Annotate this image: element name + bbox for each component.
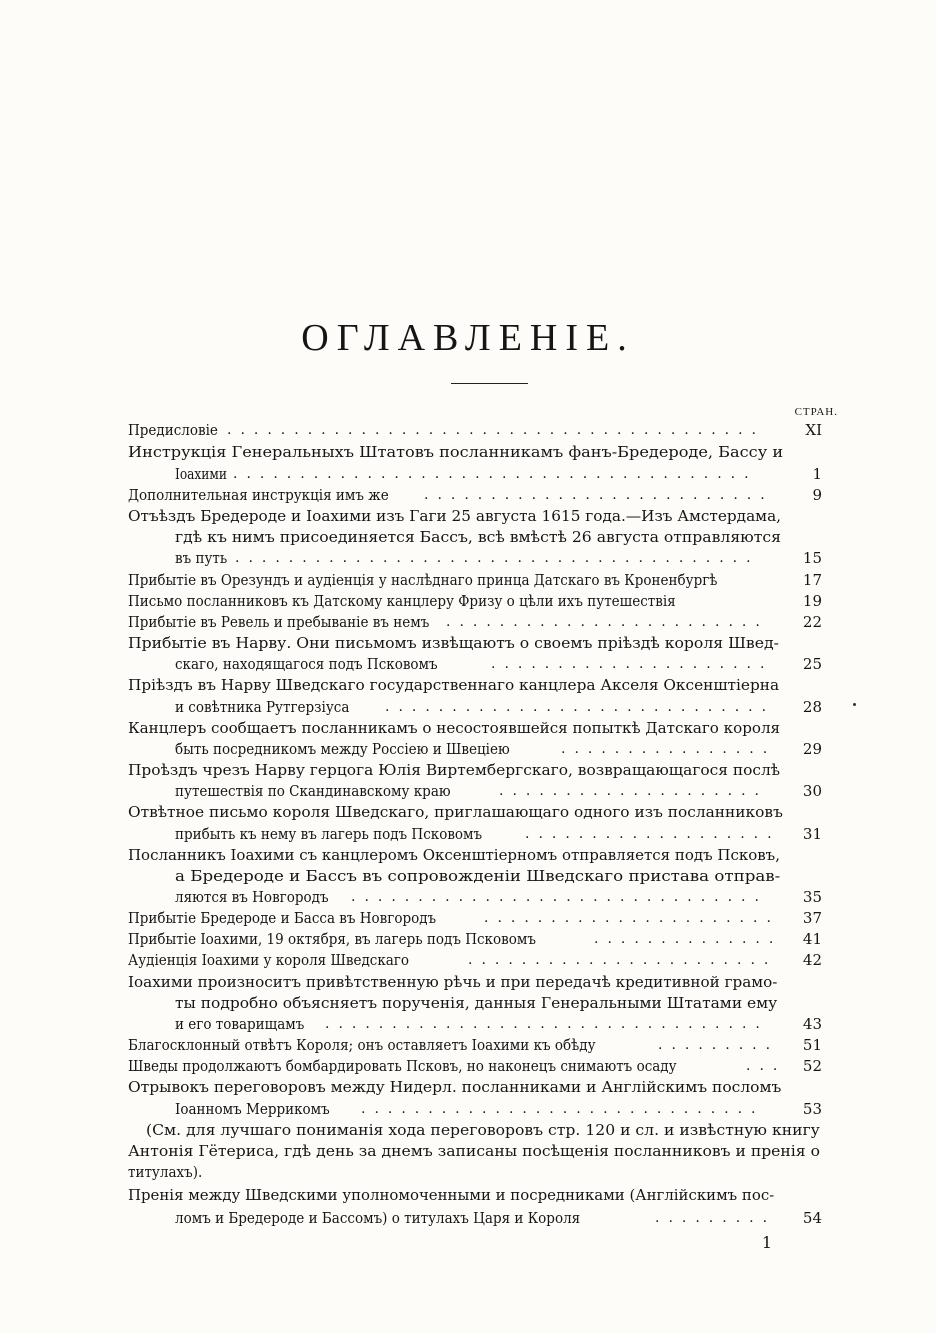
dot-leader: ........................ [446,614,769,630]
toc-line [175,993,838,1013]
toc-line [175,739,838,759]
toc-page-number: 43 [802,1015,822,1033]
toc-line-text: Письмо посланниковъ къ Датскому канцлеру Фризу о цѣли ихъ путешествія [128,592,676,610]
toc-line [128,1162,838,1182]
toc-page-number: 53 [802,1100,822,1118]
toc-line-text: ломъ и Бредероде и Бассомъ) о титулахъ Царя и Короля [175,1209,581,1227]
toc-line-text: скаго, находящагося подъ Псковомъ [175,655,438,673]
toc-line-text: (См. для лучшаго пониманія хода переговоровъ стр. 120 и сл. и извѣстную книгу [146,1121,820,1139]
toc-page-number: 9 [812,486,822,504]
toc-line [128,420,838,440]
dot-leader: ......... [655,1210,777,1226]
toc-line [128,950,838,970]
toc-line-text: Прибытіе въ Ревель и пребываніе въ немъ [128,613,430,631]
toc-line [128,570,838,590]
toc-line [128,718,838,738]
dot-leader: ......... [658,1037,780,1053]
dot-leader: .............................. [361,1101,765,1117]
toc-line [175,1208,838,1228]
toc-page-number: 54 [802,1209,822,1227]
toc-line [175,548,838,568]
toc-line-text: Іоанномъ Меррикомъ [175,1100,330,1118]
dot-leader: ..................... [491,656,774,672]
toc-page-number: 41 [802,930,822,948]
toc-page-number: 28 [802,698,822,716]
toc-line [128,908,838,928]
toc-line-text: Инструкція Генеральныхъ Штатовъ посланникамъ фанъ-Бредероде, Бассу и [128,443,784,461]
toc-line-text: Пренія между Шведскими уполномоченными и посредниками (Англійскимъ пос- [128,1186,775,1204]
toc-line-text: въ путь [175,549,228,567]
toc-line [175,527,838,547]
dot-leader: ....................................... [235,550,760,566]
toc-line-text: Іоахими [175,465,228,483]
toc-page-number: 19 [802,592,822,610]
dot-leader: .............. [594,931,783,947]
dot-leader: ................ [561,741,777,757]
toc-page-number: 30 [802,782,822,800]
toc-line [128,929,838,949]
dot-leader: ... [746,1058,787,1074]
toc-line-text: Прибытіе въ Орезундъ и аудіенція у наслѣднаго принца Датскаго въ Кроненбургѣ [128,571,718,589]
toc-line [128,972,838,992]
dot-leader: ................................. [325,1016,769,1032]
toc-line [175,824,838,844]
page-title: ОГЛАВЛЕНIЕ. [301,317,635,359]
toc-line-text: ляются въ Новгородъ [175,888,329,906]
dot-leader: ............................... [351,889,768,905]
toc-line-text: Прибытіе въ Нарву. Они письмомъ извѣщаютъ о своемъ пріѣздѣ короля Швед- [128,634,779,652]
toc-line-text: и совѣтника Рутгерзіуса [175,698,350,716]
toc-line [128,1056,838,1076]
toc-line [175,1014,838,1034]
toc-line-text: и его товарищамъ [175,1015,305,1033]
toc-line-text: титулахъ). [128,1163,203,1181]
toc-line [128,1077,838,1097]
toc-line-text: Дополнительная инструкція имъ же [128,486,389,504]
toc-line [128,1141,838,1161]
toc-line-text: путешествія по Скандинавскому краю [175,782,451,800]
toc-line-text: Проѣздъ чрезъ Нарву герцога Юлія Виртембергскаго, возвращающагося послѣ [128,761,781,779]
dot-leader: ....................................... [233,466,758,482]
toc-line-text: ты подробно объясняетъ порученія, данныя Генеральными Штатами ему [175,994,778,1012]
toc-page-number: 15 [802,549,822,567]
toc-line [175,887,838,907]
toc-line-text: Шведы продолжаютъ бомбардировать Псковъ, но наконецъ снимаютъ осаду [128,1057,677,1075]
toc-line-text: Аудіенція Іоахими у короля Шведскаго [128,951,410,969]
toc-line-text: быть посредникомъ между Россіею и Швеціею [175,740,510,758]
toc-page-number: 31 [802,825,822,843]
toc-line [128,485,838,505]
toc-line [128,612,838,632]
dot-leader: ............................. [385,699,776,715]
toc-line [128,675,838,695]
toc-line [175,697,838,717]
toc-line [128,802,838,822]
toc-line-text: Прибытіе Бредероде и Басса въ Новгородъ [128,909,437,927]
dot-leader: ...................... [484,910,780,926]
toc-line [175,866,838,886]
dot-leader: ........................................ [227,422,766,438]
dot-leader: ....................... [468,952,778,968]
toc-line-text: Прибытіе Іоахими, 19 октября, въ лагерь подъ Псковомъ [128,930,536,948]
toc-line [128,1185,838,1205]
dot-leader: .................... [499,783,769,799]
dot-leader: .......................... [424,487,774,503]
toc-page-number: 1 [812,465,822,483]
dot-leader: ................... [525,826,781,842]
toc-page-number: 52 [802,1057,822,1075]
toc-line [175,781,838,801]
toc-line [128,506,838,526]
toc-line [128,845,838,865]
toc-page-number: 37 [802,909,822,927]
toc-line [175,464,838,484]
toc-page-number: 22 [802,613,822,631]
toc-page-number: 29 [802,740,822,758]
toc-line [128,760,838,780]
toc-line [128,442,838,462]
toc-line [128,591,838,611]
toc-page-number: 25 [802,655,822,673]
ink-speck [853,703,856,706]
toc-line-text: Отрывокъ переговоровъ между Нидерл. посланниками и Англійскимъ посломъ [128,1078,782,1096]
toc-page-number: XI [805,421,822,439]
toc-line-text: Пріѣздъ въ Нарву Шведскаго государственнаго канцлера Акселя Оксенштіерна [128,676,780,694]
toc-line-text: Отъѣздъ Бредероде и Іоахими изъ Гаги 25 августа 1615 года.—Изъ Амстердама, [128,507,782,525]
toc-line-text: Іоахими произноситъ привѣтственную рѣчь и при передачѣ кредитивной грамо- [128,973,778,991]
toc-line-text: Благосклонный отвѣтъ Короля; онъ оставляетъ Іоахими къ обѣду [128,1036,596,1054]
toc-line-text: Канцлеръ сообщаетъ посланникамъ о несостоявшейся попыткѣ Датскаго короля [128,719,781,737]
toc-line [128,1035,838,1055]
toc-line [146,1120,838,1140]
toc-page-number: 35 [802,888,822,906]
toc-line-text: а Бредероде и Бассъ въ сопровожденіи Шведскаго пристава отправ- [175,867,781,885]
toc-line-text: Антонія Гётериса, гдѣ день за днемъ записаны посѣщенія посланниковъ и пренія о [128,1142,820,1160]
toc-line-text: Посланникъ Іоахими съ канцлеромъ Оксенштіерномъ отправляется подъ Псковъ, [128,846,780,864]
toc-page-number: 17 [802,571,822,589]
page-folio: 1 [761,1233,773,1252]
toc-line [175,654,838,674]
toc-page-number: 51 [802,1036,822,1054]
page-column-label: СТРАН. [794,406,838,418]
toc-line [128,633,838,653]
toc-line [175,1099,838,1119]
title-divider [451,383,528,384]
toc-line-text: прибыть къ нему въ лагерь подъ Псковомъ [175,825,483,843]
toc-line-text: Предисловіе [128,421,218,439]
toc-line-text: гдѣ къ нимъ присоединяется Бассъ, всѣ вмѣстѣ 26 августа отправляются [175,528,782,546]
toc-page-number: 42 [802,951,822,969]
toc-line-text: Отвѣтное письмо короля Шведскаго, приглашающаго одного изъ посланниковъ [128,803,783,821]
